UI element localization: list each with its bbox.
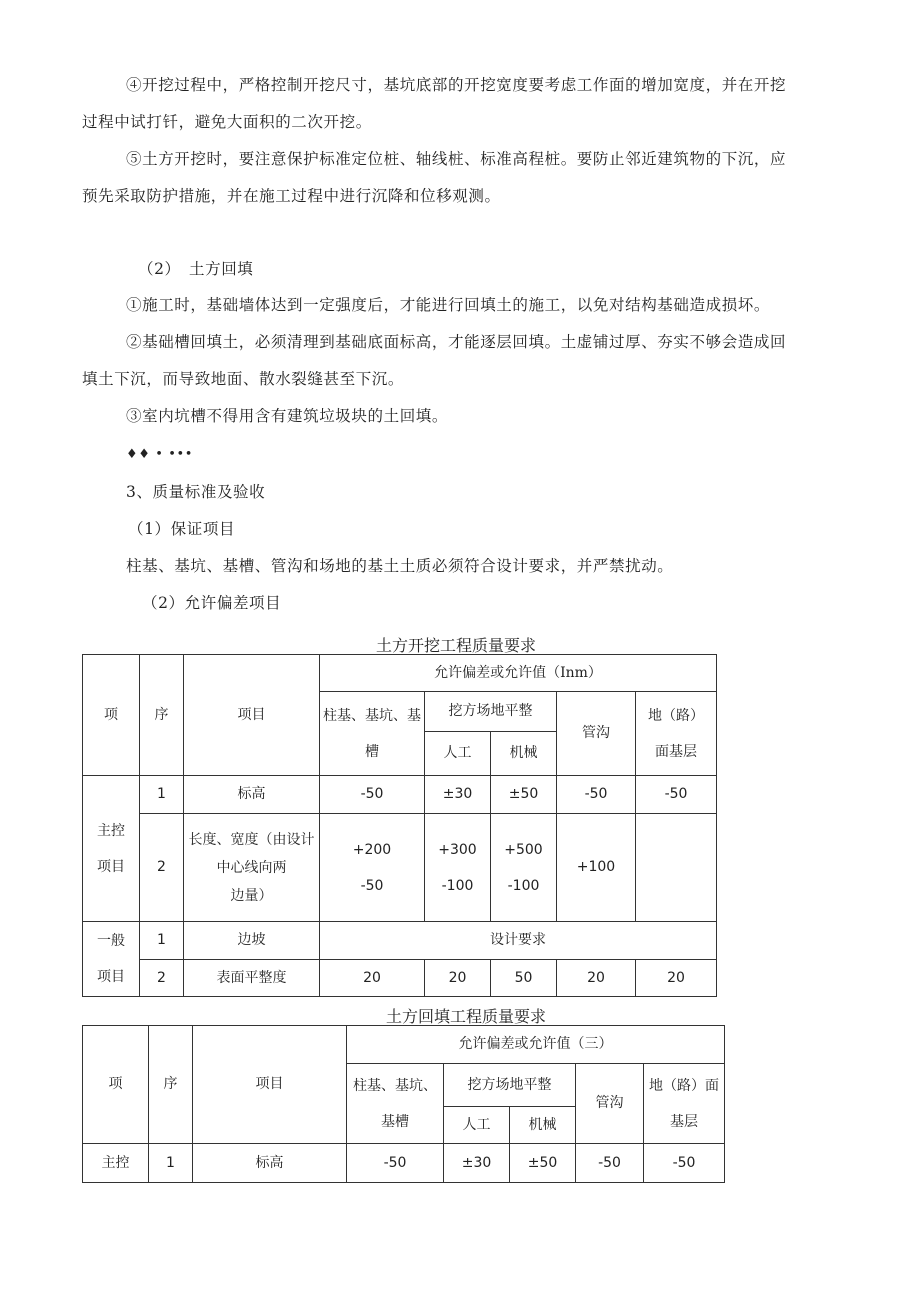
header-machine: 机械 xyxy=(510,1107,576,1144)
header-site-leveling: 挖方场地平整 xyxy=(425,692,557,732)
backfill-item-2 xyxy=(82,324,824,398)
table-row: 主控 项目 1 标高 -50 ±30 ±50 -50 -50 xyxy=(83,776,717,814)
table-row: 一般 项目 1 边坡 设计要求 xyxy=(83,922,717,960)
sub-heading-deviation: （2）允许偏差项目 xyxy=(142,594,282,612)
header-project: 项目 xyxy=(184,655,320,776)
sub-heading-guarantee: （1）保证项目 xyxy=(128,520,236,538)
backfill-item-2-line1: ②基础槽回填土，必须清理到基础底面标高，才能逐层回填。土虚铺过厚、夯实不够会造成回 xyxy=(126,333,787,351)
table-row: 主控 1 标高 -50 ±30 ±50 -50 -50 xyxy=(83,1144,725,1183)
backfill-item-1: ①施工时，基础墙体达到一定强度后，才能进行回填土的施工，以免对结构基础造成损坏。 xyxy=(126,296,771,314)
section-backfill-heading: （2） 土方回填 xyxy=(138,260,254,278)
header-item: 项 xyxy=(83,655,140,776)
paragraph-5-line1: ⑤土方开挖时，要注意保护标准定位桩、轴线桩、标准高程桩。要防止邻近建筑物的下沉，应 xyxy=(126,150,787,168)
paragraph-4 xyxy=(82,67,824,141)
paragraph-4-line1: ④开挖过程中，严格控制开挖尺寸，基坑底部的开挖宽度要考虑工作面的增加宽度，并在开挖 xyxy=(126,76,787,94)
header-seq: 序 xyxy=(149,1026,193,1144)
excavation-quality-table xyxy=(82,654,717,997)
header-project: 项目 xyxy=(193,1026,347,1144)
table1-caption: 土方开挖工程质量要求 xyxy=(376,636,537,655)
table-row: 2 表面平整度 20 20 50 20 20 xyxy=(83,960,717,997)
header-column-foundation: 柱基、基坑、基 槽 xyxy=(320,692,425,776)
decorative-dots: ♦♦ • ••• xyxy=(126,447,194,462)
header-ditch: 管沟 xyxy=(576,1064,644,1144)
section-3-heading: 3、质量标准及验收 xyxy=(126,483,266,501)
header-machine: 机械 xyxy=(491,732,557,776)
header-allowance: 允许偏差或允许值（Inm） xyxy=(320,655,717,692)
header-ditch: 管沟 xyxy=(557,692,636,776)
paragraph-5-line2: 预先采取防护措施，并在施工过程中进行沉降和位移观测。 xyxy=(82,187,501,205)
header-manual: 人工 xyxy=(444,1107,510,1144)
header-column-foundation: 柱基、基坑、 基槽 xyxy=(347,1064,444,1144)
header-allowance: 允许偏差或允许值（三） xyxy=(347,1026,725,1064)
length-width-label: 长度、宽度（由设计 中心线向两 边量） xyxy=(184,814,320,922)
paragraph-4-line2: 过程中试打钎，避免大面积的二次开挖。 xyxy=(82,113,372,131)
paragraph-5 xyxy=(82,141,824,215)
header-ground-base: 地（路）面 基层 xyxy=(644,1064,725,1144)
header-seq: 序 xyxy=(140,655,184,776)
header-manual: 人工 xyxy=(425,732,491,776)
backfill-item-3: ③室内坑槽不得用含有建筑垃圾块的土回填。 xyxy=(126,407,449,425)
guarantee-text: 柱基、基坑、基槽、管沟和场地的基土土质必须符合设计要求，并严禁扰动。 xyxy=(126,557,674,575)
header-site-leveling: 挖方场地平整 xyxy=(444,1064,576,1107)
table2-caption: 土方回填工程质量要求 xyxy=(386,1007,547,1026)
table-row: 2 长度、宽度（由设计 中心线向两 边量） +200 -50 +300 -100 +500 -100 +100 xyxy=(83,814,717,922)
main-control-label: 主控 项目 xyxy=(83,776,140,922)
backfill-item-2-line2: 填土下沉，而导致地面、散水裂缝甚至下沉。 xyxy=(82,370,405,388)
general-label: 一般 项目 xyxy=(83,922,140,997)
header-ground-base: 地（路） 面基层 xyxy=(636,692,717,776)
backfill-quality-table xyxy=(82,1025,725,1183)
header-item: 项 xyxy=(83,1026,149,1144)
